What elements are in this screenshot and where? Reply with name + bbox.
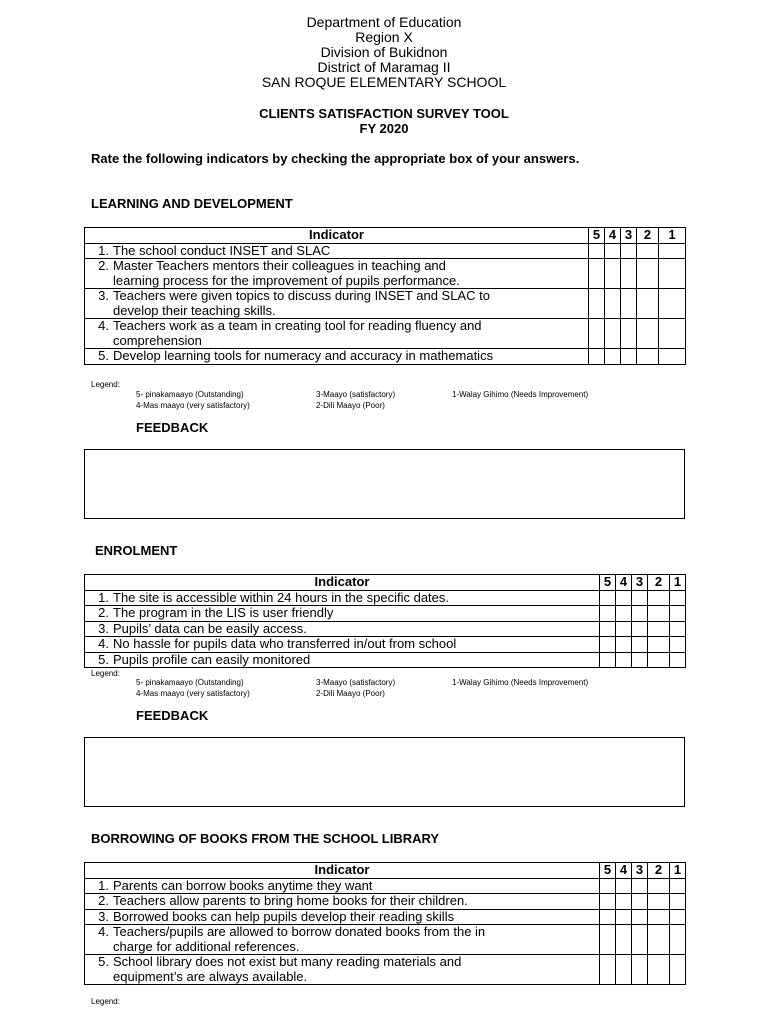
indicator-cell <box>85 878 600 894</box>
rating-checkbox-4[interactable] <box>616 606 632 622</box>
item-number: 3. <box>98 620 109 636</box>
table-row <box>85 319 686 349</box>
header-block <box>0 15 768 90</box>
item-text: learning process for the improvement of pupils performance. <box>113 272 460 288</box>
item-text: Pupils’ data can be easily access. <box>113 620 307 636</box>
library-table <box>84 862 686 985</box>
rating-checkbox-1[interactable] <box>670 606 686 622</box>
table-row <box>85 606 686 622</box>
rating-checkbox-5[interactable] <box>600 606 616 622</box>
section-title-enrolment: ENROLMENT <box>95 543 178 558</box>
legend-item: 3-Maayo (satisfactory) <box>316 390 396 399</box>
rating-checkbox-2[interactable] <box>648 621 670 637</box>
indicator-cell <box>85 621 600 637</box>
item-text: The site is accessible within 24 hours in the specific dates. <box>113 589 450 605</box>
rating-checkbox-1[interactable] <box>670 652 686 668</box>
rating-checkbox-5[interactable] <box>589 243 605 259</box>
item-text: develop their teaching skills. <box>113 302 276 318</box>
rating-checkbox-2[interactable] <box>648 590 670 606</box>
indicator-cell <box>85 606 600 622</box>
score-header-1: 1 <box>670 863 686 879</box>
legend-label: Legend: <box>91 669 120 678</box>
legend-item: 4-Mas maayo (very satisfactory) <box>136 401 250 410</box>
legend-item: 1-Walay Gihimo (Needs Improvement) <box>452 678 589 687</box>
fiscal-year: FY 2020 <box>359 121 409 136</box>
header-line: Department of Education <box>306 14 462 30</box>
indicator-cell <box>85 909 600 925</box>
rating-checkbox-4[interactable] <box>616 878 632 894</box>
table-row <box>85 894 686 910</box>
item-number: 2. <box>98 605 109 620</box>
rating-checkbox-4[interactable] <box>616 955 632 985</box>
rating-checkbox-3[interactable] <box>632 878 648 894</box>
rating-checkbox-2[interactable] <box>637 259 659 289</box>
rating-checkbox-1[interactable] <box>670 925 686 955</box>
table-row <box>85 349 686 365</box>
rating-checkbox-2[interactable] <box>648 894 670 910</box>
rating-checkbox-4[interactable] <box>616 909 632 925</box>
item-text: Borrowed books can help pupils develop their reading skills <box>113 908 455 924</box>
item-number: 3. <box>98 908 109 924</box>
rating-checkbox-4[interactable] <box>616 925 632 955</box>
table-row <box>85 925 686 955</box>
item-text: Master Teachers mentors their colleagues in teaching and <box>113 258 446 273</box>
legend-item: 3-Maayo (satisfactory) <box>316 678 396 687</box>
score-header-2: 2 <box>648 575 670 591</box>
legend-item: 5- pinakamaayo (Outstanding) <box>136 678 244 687</box>
rating-checkbox-4[interactable] <box>605 289 621 319</box>
rating-checkbox-2[interactable] <box>637 289 659 319</box>
item-number: 1. <box>98 242 109 258</box>
legend-label: Legend: <box>91 380 120 389</box>
rating-checkbox-1[interactable] <box>659 259 686 289</box>
rating-checkbox-5[interactable] <box>600 878 616 894</box>
rating-checkbox-1[interactable] <box>670 894 686 910</box>
rating-checkbox-4[interactable] <box>605 243 621 259</box>
indicator-cell <box>85 652 600 668</box>
item-number: 4. <box>98 636 109 651</box>
rating-checkbox-5[interactable] <box>600 894 616 910</box>
item-text: The program in the LIS is user friendly <box>113 605 334 620</box>
survey-title-block <box>0 106 768 136</box>
item-text: equipment’s are always available. <box>113 968 308 984</box>
legend-label: Legend: <box>91 997 120 1006</box>
rating-checkbox-2[interactable] <box>637 349 659 365</box>
item-number: 5. <box>98 954 109 969</box>
item-text: Teachers/pupils are allowed to borrow donated books from the in <box>113 924 486 939</box>
feedback-input[interactable] <box>84 449 685 519</box>
rating-checkbox-5[interactable] <box>600 925 616 955</box>
item-text: Teachers were given topics to discuss during INSET and SLAC to <box>113 288 490 303</box>
score-header-4: 4 <box>616 863 632 879</box>
item-text: charge for additional references. <box>113 938 300 954</box>
rating-checkbox-5[interactable] <box>589 259 605 289</box>
rating-checkbox-1[interactable] <box>670 909 686 925</box>
rating-checkbox-3[interactable] <box>621 289 637 319</box>
rating-checkbox-5[interactable] <box>600 955 616 985</box>
rating-checkbox-2[interactable] <box>648 637 670 653</box>
rating-checkbox-3[interactable] <box>632 652 648 668</box>
indicator-cell <box>85 319 589 349</box>
rating-checkbox-3[interactable] <box>632 590 648 606</box>
score-header-3: 3 <box>632 863 648 879</box>
indicator-cell <box>85 349 589 365</box>
learning-table <box>84 227 686 365</box>
item-number: 1. <box>98 589 109 605</box>
rating-checkbox-1[interactable] <box>670 621 686 637</box>
table-row <box>85 621 686 637</box>
indicator-cell <box>85 894 600 910</box>
rating-checkbox-5[interactable] <box>600 637 616 653</box>
rating-checkbox-1[interactable] <box>670 955 686 985</box>
legend-item: 2-Dili Maayo (Poor) <box>316 401 385 410</box>
rating-checkbox-5[interactable] <box>600 652 616 668</box>
rating-checkbox-4[interactable] <box>616 590 632 606</box>
rating-checkbox-2[interactable] <box>637 243 659 259</box>
table-header-row <box>85 863 686 879</box>
table-row <box>85 652 686 668</box>
feedback-label: FEEDBACK <box>136 708 209 723</box>
rating-checkbox-5[interactable] <box>600 909 616 925</box>
rating-checkbox-3[interactable] <box>632 894 648 910</box>
enrolment-table <box>84 574 686 668</box>
item-number: 4. <box>98 318 109 333</box>
table-row <box>85 259 686 289</box>
rating-checkbox-3[interactable] <box>621 259 637 289</box>
indicator-cell <box>85 289 589 319</box>
rating-checkbox-3[interactable] <box>632 955 648 985</box>
item-text: Pupils profile can easily monitored <box>113 651 311 667</box>
item-number: 2. <box>98 258 109 273</box>
rating-checkbox-3[interactable] <box>632 909 648 925</box>
score-header-5: 5 <box>600 575 616 591</box>
rating-checkbox-1[interactable] <box>670 590 686 606</box>
table-row <box>85 909 686 925</box>
rating-checkbox-2[interactable] <box>648 878 670 894</box>
table-header-row <box>85 575 686 591</box>
indicator-cell <box>85 259 589 289</box>
item-number: 5. <box>98 348 109 363</box>
score-header-1: 1 <box>670 575 686 591</box>
item-number: 1. <box>98 877 109 893</box>
score-header-5: 5 <box>600 863 616 879</box>
rating-checkbox-3[interactable] <box>632 637 648 653</box>
score-header-2: 2 <box>637 228 659 244</box>
table-row <box>85 590 686 606</box>
feedback-input[interactable] <box>84 737 685 807</box>
legend-item: 1-Walay Gihimo (Needs Improvement) <box>452 390 589 399</box>
rating-checkbox-4[interactable] <box>616 621 632 637</box>
rating-checkbox-2[interactable] <box>648 652 670 668</box>
rating-checkbox-4[interactable] <box>616 637 632 653</box>
indicator-cell <box>85 590 600 606</box>
table-row <box>85 637 686 653</box>
indicator-header: Indicator <box>85 228 589 244</box>
rating-checkbox-4[interactable] <box>605 259 621 289</box>
rating-checkbox-1[interactable] <box>670 637 686 653</box>
score-header-3: 3 <box>632 575 648 591</box>
item-number: 5. <box>98 651 109 667</box>
indicator-cell <box>85 955 600 985</box>
rating-checkbox-3[interactable] <box>632 925 648 955</box>
rating-checkbox-5[interactable] <box>600 621 616 637</box>
table-row <box>85 289 686 319</box>
rating-checkbox-5[interactable] <box>600 590 616 606</box>
item-text: Parents can borrow books anytime they want <box>113 877 373 893</box>
score-header-3: 3 <box>621 228 637 244</box>
rating-checkbox-2[interactable] <box>637 319 659 349</box>
legend-item: 4-Mas maayo (very satisfactory) <box>136 689 250 698</box>
header-line: Division of Bukidnon <box>320 44 448 60</box>
section-title-library: BORROWING OF BOOKS FROM THE SCHOOL LIBRARY <box>91 831 440 846</box>
school-name: SAN ROQUE ELEMENTARY SCHOOL <box>261 74 507 90</box>
rating-checkbox-5[interactable] <box>589 319 605 349</box>
score-header-4: 4 <box>616 575 632 591</box>
item-text: Develop learning tools for numeracy and accuracy in mathematics <box>113 348 494 363</box>
survey-title: CLIENTS SATISFACTION SURVEY TOOL <box>259 106 509 121</box>
score-header-5: 5 <box>589 228 605 244</box>
rating-checkbox-5[interactable] <box>589 349 605 365</box>
score-header-1: 1 <box>659 228 686 244</box>
table-row <box>85 955 686 985</box>
table-header-row <box>85 228 686 244</box>
item-number: 4. <box>98 924 109 939</box>
rating-checkbox-3[interactable] <box>632 606 648 622</box>
legend-item: 2-Dili Maayo (Poor) <box>316 689 385 698</box>
item-number: 2. <box>98 893 109 908</box>
item-number: 3. <box>98 288 109 303</box>
instruction-text: Rate the following indicators by checking the appropriate box of your answers. <box>91 151 580 166</box>
feedback-label: FEEDBACK <box>136 420 209 435</box>
item-text: comprehension <box>113 332 202 348</box>
rating-checkbox-2[interactable] <box>648 606 670 622</box>
indicator-header: Indicator <box>85 863 600 879</box>
rating-checkbox-1[interactable] <box>659 243 686 259</box>
header-line: Region X <box>355 29 413 45</box>
indicator-cell <box>85 243 589 259</box>
score-header-2: 2 <box>648 863 670 879</box>
rating-checkbox-4[interactable] <box>605 319 621 349</box>
rating-checkbox-2[interactable] <box>648 925 670 955</box>
item-text: The school conduct INSET and SLAC <box>113 242 331 258</box>
rating-checkbox-3[interactable] <box>621 243 637 259</box>
rating-checkbox-3[interactable] <box>621 319 637 349</box>
rating-checkbox-1[interactable] <box>659 349 686 365</box>
item-text: Teachers work as a team in creating tool for reading fluency and <box>113 318 482 333</box>
rating-checkbox-3[interactable] <box>621 349 637 365</box>
rating-checkbox-1[interactable] <box>659 319 686 349</box>
rating-checkbox-2[interactable] <box>648 955 670 985</box>
rating-checkbox-5[interactable] <box>589 289 605 319</box>
legend-item: 5- pinakamaayo (Outstanding) <box>136 390 244 399</box>
rating-checkbox-4[interactable] <box>616 652 632 668</box>
indicator-header: Indicator <box>85 575 600 591</box>
score-header-4: 4 <box>605 228 621 244</box>
rating-checkbox-4[interactable] <box>616 894 632 910</box>
table-row <box>85 243 686 259</box>
item-text: No hassle for pupils data who transferred in/out from school <box>113 636 457 651</box>
rating-checkbox-3[interactable] <box>632 621 648 637</box>
rating-checkbox-1[interactable] <box>659 289 686 319</box>
item-text: School library does not exist but many reading materials and <box>113 954 462 969</box>
indicator-cell <box>85 637 600 653</box>
section-title-learning: LEARNING AND DEVELOPMENT <box>91 196 293 211</box>
rating-checkbox-4[interactable] <box>605 349 621 365</box>
table-row <box>85 878 686 894</box>
indicator-cell <box>85 925 600 955</box>
rating-checkbox-1[interactable] <box>670 878 686 894</box>
header-line: District of Maramag II <box>317 59 451 75</box>
item-text: Teachers allow parents to bring home books for their children. <box>113 893 468 908</box>
rating-checkbox-2[interactable] <box>648 909 670 925</box>
